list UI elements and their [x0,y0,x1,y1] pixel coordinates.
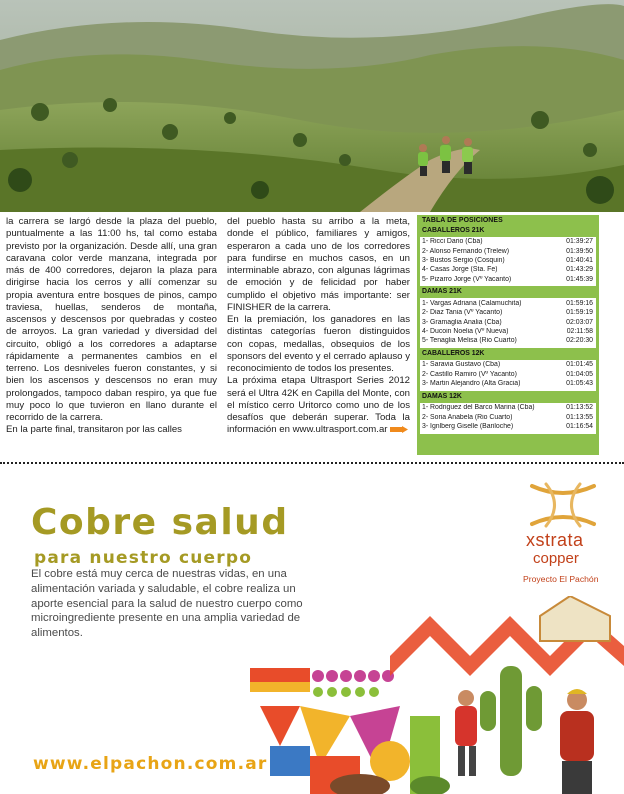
trail-run-photo [0,0,624,212]
runner-time: 01:16:54 [566,422,593,430]
orange-arrow-icon [390,426,408,433]
standings-title: TABLA DE POSICIONES [422,217,503,224]
article-column-2 [227,216,410,437]
runner-time: 01:59:16 [566,299,593,307]
table-row [420,318,596,327]
runner-name: 5- Pizarro Jorge (Vº Yacanto) [422,275,512,283]
runner-name: 2- Castillo Ramiro (Vº Yacanto) [422,370,517,378]
table-row [420,370,596,379]
runner-name: 1- Vargas Adriana (Calamuchita) [422,299,522,307]
runner-name: 2- Diaz Tania (Vº Yacanto) [422,309,503,317]
logo-name: xstrata [526,530,584,550]
runner-time: 01:13:55 [566,413,593,421]
runner-time: 01:59:19 [566,309,593,317]
category-header: DAMAS 12K [420,393,596,403]
table-row [420,247,596,256]
table-row [420,238,596,247]
category-header: CABALLEROS 21K [420,227,596,237]
article-paragraph: del pueblo hasta su arribo a la meta, donde el público, familiares y amigos, esperaron a cada uno de los corredores para fundirse en muchos casos, en un interminable abrazo, con algunas lágrimas de emoción y de felicidad por haber cumplido el objetivo más importante: ser FINISHER de la carrera. [227,216,410,313]
table-row [420,309,596,318]
ad-body: El cobre está muy cerca de nuestras vidas, en una alimentación variada y saludable, el cobre realiza un aporte esencial para la salud de nuestro cuerpo como microingrediente presente en una amplia variedad de alimentos. [31,568,303,640]
article-paragraph: En la parte final, transitaron por las calles [6,424,182,436]
category-header: DAMAS 21K [420,288,596,298]
table-row [420,266,596,275]
runner-time: 02:20:30 [566,337,593,345]
table-row [420,422,596,431]
category-rows [420,403,596,434]
runner-name: 4- Casas Jorge (Sta. Fe) [422,266,498,274]
runner-name: 3- Martin Alejandro (Alta Gracia) [422,380,521,387]
runner-time: 01:45:39 [566,275,593,283]
ad-website[interactable]: www.elpachon.com.ar [33,754,268,774]
runner-name: 2- Soria Anabela (Rio Cuarto) [422,413,513,421]
article-paragraph: la carrera se largó desde la plaza del pueblo, puntualmente a las 11:00 hs, tal como estaba previsto por la organización. Desde allí, una gran caravana color verde manzana, integrada por más de 400 corredores, dejaron la plaza para dirigirse hacia los cerros y allí comenzar su propia aventura entre bosques de pinos, campo traviesa, huellas, senderos de montaña, ascensos y descensos por quebradas y costeo de arroyos. La gran variedad y diversidad del circuito, obligó a los corredores a adaptarse rápidamente a permanentes cambios en el terreno. Los desniveles fueron constantes, y si bien los ascensos y descensos no eran muy prolongados, tampoco daban respiro, ya que fue muy poco lo que tuvieron en llano durante el recorrido de la carrera. [6,216,217,423]
runner-name: 3- Gramaglia Analia (Cba) [422,318,502,326]
table-row [420,337,596,346]
runner-name: 1- Rodriguez del Barco Marina (Cba) [422,404,535,412]
ad-subtitle: para nuestro cuerpo [34,548,253,568]
runner-time: 02:03:07 [566,318,593,326]
table-row [420,299,596,308]
ad-artwork [240,596,624,794]
copper-advertisement [0,466,624,794]
runner-name: 5- Tenaglia Melisa (Rio Cuarto) [422,337,517,345]
runner-time: 01:04:05 [566,370,593,378]
category-rows [420,298,596,347]
section-divider [0,462,624,464]
runner-time: 01:01:45 [566,361,593,369]
runner-name: 3- Bustos Sergio (Cosquin) [422,257,505,265]
runner-time: 02:11:58 [566,327,593,335]
runner-name: 4- Ducoin Noelia (Vº Nueva) [422,327,509,335]
article-paragraph: En la premiación, los ganadores en las distintas categorías fueron distinguidos con copas, medallas, obsequios de los sponsors del evento y el cerrado aplauso y reconocimiento de todos los presentes. [227,314,410,374]
logo-tagline: Proyecto El Pachón [523,574,599,584]
category-rows [420,237,596,286]
ad-title: Cobre salud [31,502,289,543]
category-header: CABALLEROS 12K [420,350,596,360]
runner-time: 01:13:52 [566,404,593,412]
table-row [420,404,596,413]
xstrata-logo [520,480,610,590]
runner-name: 2- Alonso Fernando (Trelew) [422,247,510,255]
table-row [420,275,596,284]
table-row [420,327,596,336]
table-row [420,361,596,370]
runner-time: 01:43:29 [566,266,593,274]
article-column-1 [6,216,217,437]
runner-time: 01:05:43 [566,380,593,387]
table-row [420,380,596,389]
table-row [420,413,596,422]
standings-table [417,215,599,455]
runner-name: 3- Ignlberg Giselle (Bariloche) [422,422,514,430]
runner-time: 01:40:41 [566,257,593,265]
runner-time: 01:39:50 [566,247,593,255]
table-row [420,257,596,266]
article-paragraph [227,375,410,436]
runner-time: 01:39:27 [566,238,593,246]
category-rows [420,360,596,391]
logo-sub: copper [533,550,579,567]
runner-name: 1- Ricci Dario (Cba) [422,238,483,246]
runner-name: 1- Saravia Gustavo (Cba) [422,361,501,369]
article-paragraph-text: La próxima etapa Ultrasport Series 2012 será el Ultra 42K en Capilla del Monte, con el místico cerro Uritorco como uno de los desafíos que deberán superar. Toda la información en www.ultrasport.com.ar [227,375,410,436]
